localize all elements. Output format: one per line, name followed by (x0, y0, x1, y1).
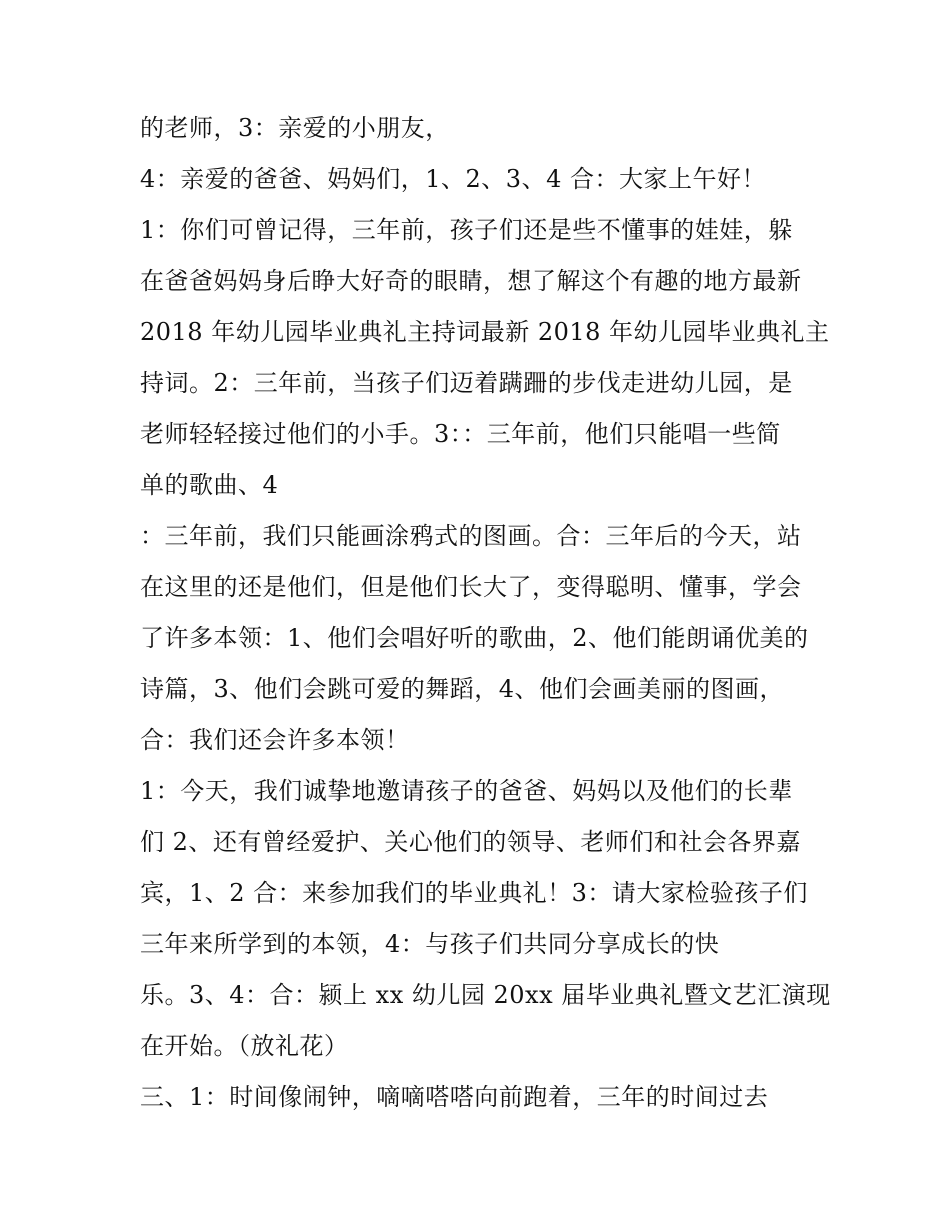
text-line: 单的歌曲、4 (140, 471, 279, 499)
text-line: 宾，1、2 合：来参加我们的毕业典礼！3：请大家检验孩子们 (140, 879, 808, 907)
text-line: 诗篇，3、他们会跳可爱的舞蹈，4、他们会画美丽的图画， (140, 675, 785, 703)
text-line: 们 2、还有曾经爱护、关心他们的领导、老师们和社会各界嘉 (140, 828, 801, 856)
text-line: 4：亲爱的爸爸、妈妈们，1、2、3、4 合：大家上午好！ (140, 165, 766, 193)
text-line: 持词。2：三年前，当孩子们迈着蹒跚的步伐走进幼儿园，是 (140, 369, 793, 397)
text-line: 老师轻轻接过他们的小手。3：：三年前，他们只能唱一些简 (140, 420, 781, 448)
text-line: 三、1：时间像闹钟，嘀嘀嗒嗒向前跑着，三年的时间过去 (140, 1083, 769, 1111)
text-line: 三年来所学到的本领，4：与孩子们共同分享成长的快 (140, 930, 720, 958)
text-line: 2018 年幼儿园毕业典礼主持词最新 2018 年幼儿园毕业典礼主 (140, 318, 830, 346)
text-line: 1：今天，我们诚挚地邀请孩子的爸爸、妈妈以及他们的长辈 (140, 777, 793, 805)
text-line: 在开始。（放礼花） (140, 1032, 349, 1060)
text-line: 的老师，3：亲爱的小朋友， (140, 114, 450, 142)
text-line: 在这里的还是他们，但是他们长大了，变得聪明、懂事，学会 (140, 573, 802, 601)
text-line: 1：你们可曾记得，三年前，孩子们还是些不懂事的娃娃，躲 (140, 216, 793, 244)
text-line: 在爸爸妈妈身后睁大好奇的眼睛，想了解这个有趣的地方最新 (140, 267, 802, 295)
text-line: ：三年前，我们只能画涂鸦式的图画。合：三年后的今天，站 (140, 522, 802, 550)
text-line: 合：我们还会许多本领！ (140, 726, 410, 754)
text-line: 了许多本领：1、他们会唱好听的歌曲，2、他们能朗诵优美的 (140, 624, 809, 652)
text-line: 乐。3、4：合：颍上 xx 幼儿园 20xx 届毕业典礼暨文艺汇演现 (140, 981, 831, 1009)
